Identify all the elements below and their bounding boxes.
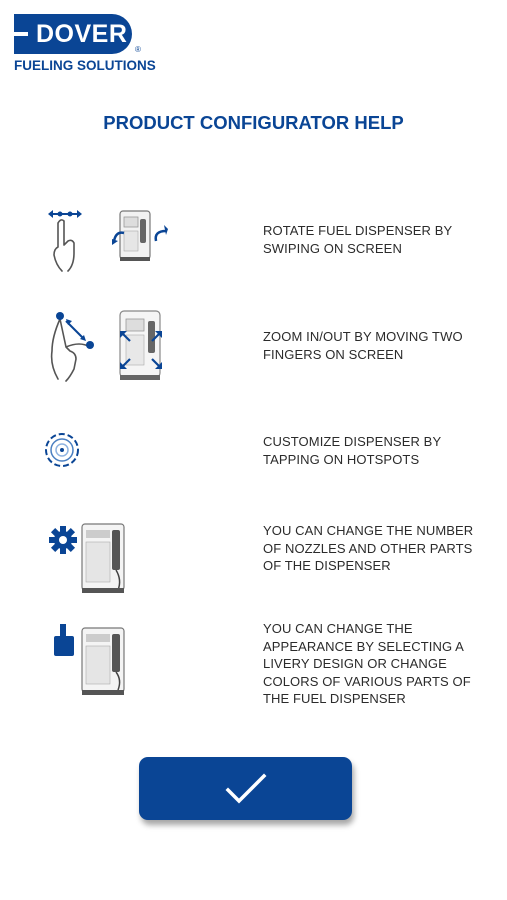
pinch-zoom-icon bbox=[40, 307, 180, 387]
page-title: PRODUCT CONFIGURATOR HELP bbox=[103, 112, 404, 133]
help-text-hotspots: CUSTOMIZE DISPENSER BY TAPPING ON HOTSPOTS bbox=[263, 434, 441, 467]
hotspot-icon bbox=[44, 432, 80, 468]
confirm-button[interactable] bbox=[139, 757, 352, 820]
dover-logo bbox=[14, 14, 174, 76]
brand-name: DOVER bbox=[36, 20, 128, 48]
paint-brush-dispenser-icon bbox=[50, 618, 140, 698]
help-text-zoom: ZOOM IN/OUT BY MOVING TWO FINGERS ON SCREEN bbox=[263, 329, 463, 362]
logo-mark bbox=[14, 14, 132, 54]
gear-dispenser-icon bbox=[48, 520, 138, 596]
help-text-parts: YOU CAN CHANGE THE NUMBER OF NOZZLES AND OTHER PARTS OF THE DISPENSER bbox=[263, 523, 474, 573]
registered-mark: ® bbox=[135, 45, 141, 54]
brand-tagline: FUELING SOLUTIONS bbox=[14, 58, 156, 73]
swipe-rotate-icon bbox=[40, 205, 180, 275]
help-text-appearance: YOU CAN CHANGE THE APPEARANCE BY SELECTING A LIVERY DESIGN OR CHANGE COLORS OF VARIOUS PARTS OF THE FUEL DISPENSER bbox=[263, 621, 471, 706]
help-text-rotate: ROTATE FUEL DISPENSER BY SWIPING ON SCREEN bbox=[263, 223, 453, 256]
checkmark-icon bbox=[225, 772, 267, 806]
